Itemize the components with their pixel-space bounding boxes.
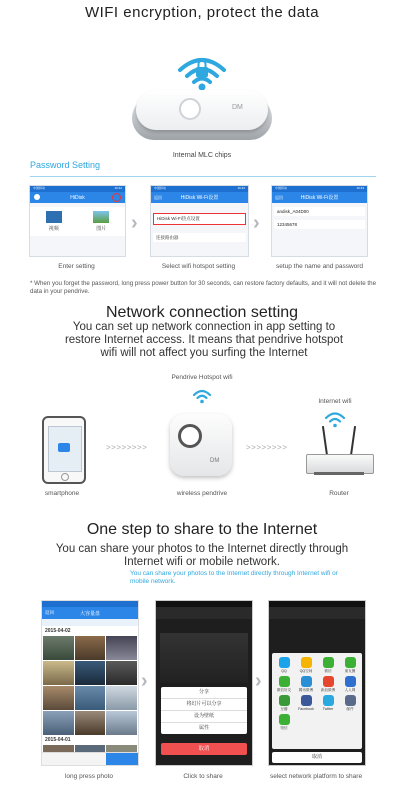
share-app-label: 豆瓣 (280, 707, 288, 711)
flow-arrows: >>>>>>>> (246, 443, 288, 452)
share-app-label: 微信好友 (276, 688, 292, 692)
label-smartphone: smartphone (44, 490, 80, 497)
share-app-3[interactable] (339, 657, 361, 674)
back-button[interactable]: 返回 (45, 610, 54, 615)
section3-subtitle: You can share your photos to the Internet directly through Internet wifi or mobile network. (55, 543, 349, 568)
share-app-2[interactable] (317, 657, 339, 674)
menu-icon[interactable] (34, 194, 40, 200)
share-app-label: 朋友圈 (344, 669, 356, 673)
cancel-button[interactable]: 取消 (161, 743, 247, 755)
chevron-right-icon: › (253, 212, 260, 234)
bottom-toolbar[interactable] (42, 752, 138, 765)
section1-title: WIFI encryption, protect the data (84, 4, 320, 21)
screen-title: HiDisk Wi-Fi设置 (300, 195, 339, 201)
share-app-label: 腾讯微博 (298, 688, 314, 692)
chip-caption: Internal MLC chips (172, 152, 232, 159)
share-app-6[interactable] (317, 676, 339, 693)
share-app-icon (345, 657, 356, 668)
share-app-4[interactable] (273, 676, 295, 693)
phone-enter-setting (29, 185, 126, 257)
share-app-icon (323, 695, 334, 706)
share-app-icon (301, 695, 312, 706)
share-app-7[interactable] (339, 676, 361, 693)
share-app-icon (279, 657, 290, 668)
label-router: Router (329, 490, 349, 497)
screen-title: HiDisk Wi-Fi设置 (180, 195, 219, 201)
chevron-right-icon: › (131, 212, 138, 234)
phone-name-password: 中国移动 16:43 返回 HiDisk Wi-Fi设置 andisk_A04D00 12345678 (271, 185, 368, 257)
share-app-label: QQ空间 (299, 669, 313, 673)
share-app-icon (301, 676, 312, 687)
date-header: 2015-04-02 (45, 628, 71, 634)
pendrive-image (170, 414, 232, 476)
router-image (306, 426, 372, 482)
menu-option[interactable]: 将幻片可以分享 (161, 699, 247, 711)
cancel-button[interactable]: 取消 (272, 752, 362, 763)
hotspot-setting-row[interactable]: HiDisk Wi-Fi热点设置 (153, 213, 246, 225)
caption-setup-name: setup the name and password (275, 263, 364, 270)
share-app-5[interactable] (295, 676, 317, 693)
wifi-icon (192, 388, 212, 404)
share-panel (272, 653, 362, 749)
internet-wifi-label: Internet wifi (318, 398, 352, 405)
phone-wifi-setting: 中国移动 16:42 返回 HiDisk Wi-Fi设置 HiDisk Wi-Fi热点设置 连接路由器 (150, 185, 249, 257)
section3-title: One step to share to the Internet (86, 521, 318, 538)
menu-wallpaper[interactable]: 设为壁纸 (161, 711, 247, 723)
share-app-label: Facebook (298, 707, 314, 711)
share-app-0[interactable] (273, 657, 295, 674)
video-tile[interactable]: 视频 (30, 211, 78, 232)
divider (30, 176, 376, 177)
share-app-icon (345, 676, 356, 687)
phone-share-menu (155, 600, 253, 766)
share-app-label: QQ (281, 669, 287, 673)
section2-title: Network connection setting (105, 304, 299, 321)
app-title: HiDisk (70, 194, 85, 201)
share-app-icon (279, 714, 290, 725)
share-app-icon (323, 676, 334, 687)
status-carrier: 中国移动 (33, 186, 46, 190)
share-app-label: 短信 (280, 726, 288, 730)
caption-select-wifi: Select wifi hotspot setting (161, 263, 236, 270)
share-app-11[interactable] (339, 695, 361, 712)
label-pendrive: wireless pendrive (176, 490, 228, 497)
picture-icon (93, 211, 109, 223)
section3-subtitle-small: You can share your photos to the Internet directly through Internet wifi or mobile network. (130, 570, 338, 585)
share-app-label: 新浪微博 (320, 688, 336, 692)
share-app-12[interactable] (273, 714, 295, 731)
hotspot-label: Pendrive Hotspot wifi (171, 374, 233, 381)
password-heading: Password Setting (30, 160, 101, 170)
settings-icon[interactable] (112, 193, 121, 202)
caption-long-press: long press photo (64, 773, 114, 780)
back-button[interactable]: 返回 (275, 194, 283, 200)
share-app-label: 人人网 (344, 688, 356, 692)
caption-enter-setting: Enter setting (58, 263, 95, 270)
action-menu (161, 687, 247, 734)
ssid-field[interactable]: andisk_A04D00 (274, 207, 365, 216)
password-field[interactable]: 12345678 (274, 220, 365, 229)
flow-arrows: >>>>>>>> (106, 443, 148, 452)
section2-subtitle: You can set up network connection in app setting to restore Internet access. It means that pendrive hotspot wifi will not affect you surfing the Internet (64, 321, 344, 359)
upload-icon[interactable] (106, 753, 138, 765)
share-app-icon (279, 676, 290, 687)
share-app-9[interactable] (295, 695, 317, 712)
pendrive-device-image (132, 86, 272, 142)
caption-select-platform: select network platform to share (269, 773, 363, 780)
chevron-right-icon: › (141, 670, 148, 692)
share-app-1[interactable] (295, 657, 317, 674)
share-app-10[interactable] (317, 695, 339, 712)
menu-share[interactable]: 分享 (161, 687, 247, 699)
smartphone-image (42, 416, 86, 484)
status-time: 16:42 (114, 186, 122, 190)
share-app-8[interactable] (273, 695, 295, 712)
video-icon (46, 211, 62, 223)
share-app-label: Twitter (322, 707, 334, 711)
phone-photo-grid (41, 600, 139, 766)
reset-note: * When you forget the password, long press power button for 30 seconds, can restore factory defaults, and it will not delete the data in your pendrive. (30, 280, 377, 295)
date-header: 2015-04-01 (45, 737, 71, 743)
share-app-icon (323, 657, 334, 668)
photo-tile[interactable]: 图片 (78, 211, 126, 232)
share-app-label: 邮件 (346, 707, 354, 711)
share-app-icon (345, 695, 356, 706)
chevron-right-icon: › (255, 670, 262, 692)
photo-grid[interactable] (42, 636, 138, 735)
device-brand: DM (210, 458, 220, 464)
app-icon (58, 443, 70, 452)
router-row[interactable]: 连接路由器 (153, 233, 246, 242)
menu-properties[interactable]: 属性 (198, 725, 209, 731)
device-brand: DM (232, 104, 243, 111)
phone-share-platforms (268, 600, 366, 766)
share-app-label: 微信 (324, 669, 332, 673)
back-button[interactable]: 返回 (154, 194, 162, 200)
share-app-icon (279, 695, 290, 706)
share-app-icon (301, 657, 312, 668)
caption-click-share: Click to share (183, 773, 223, 780)
screen-title: 大容量盘 (79, 610, 100, 617)
